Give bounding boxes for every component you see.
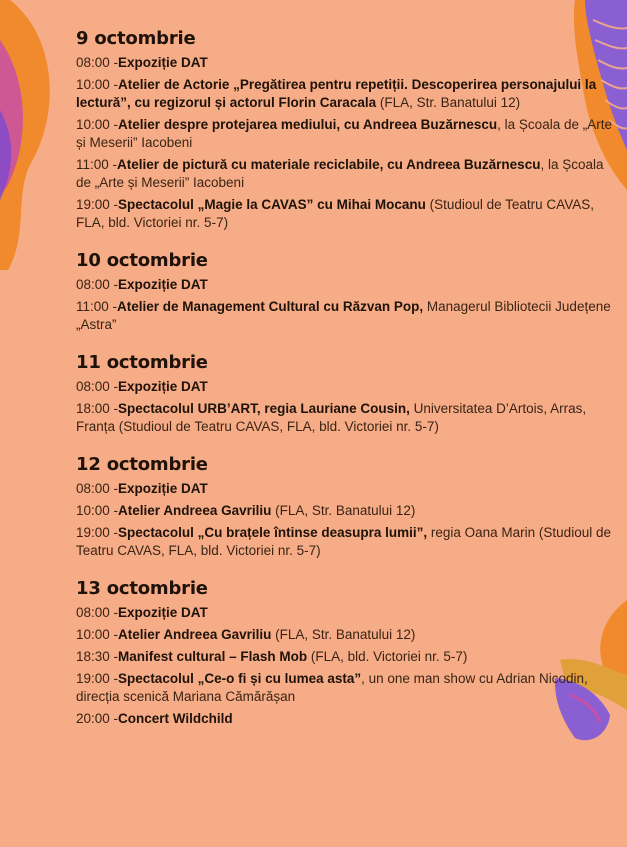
event-item: 08:00 -Expoziție DAT bbox=[76, 277, 208, 292]
event-title: Expoziție DAT bbox=[118, 605, 208, 620]
event-details: regia Oana Marin (Studioul de Teatru CAVAS, FLA, bld. Victoriei nr. 5-7) bbox=[76, 525, 611, 558]
event-title: Atelier de Actorie „Pregătirea pentru repetiții. Descoperirea personajului la lectură”, cu regizorul și actorul Florin Caracala bbox=[76, 77, 597, 110]
event-title: Atelier de pictură cu materiale reciclabile, cu Andreea Buzărnescu bbox=[117, 157, 541, 172]
day-title: 10 octombrie bbox=[76, 250, 208, 271]
event-time: 10:00 bbox=[76, 77, 110, 92]
event-details: Managerul Bibliotecii Județene „Astra” bbox=[76, 299, 611, 332]
event-item: 19:00 -Spectacolul „Cu brațele întinse deasupra lumii”, regia Oana Marin (Studioul de Teatru CAVAS, FLA, bld. Victoriei nr. 5-7) bbox=[76, 525, 611, 558]
day-title: 9 octombrie bbox=[76, 28, 196, 49]
event-details: , la Școala de „Arte și Meserii” Iacobeni bbox=[76, 157, 604, 190]
event-item: 08:00 -Expoziție DAT bbox=[76, 379, 208, 394]
event-title: Atelier despre protejarea mediului, cu Andreea Buzărnescu bbox=[118, 117, 498, 132]
day-title: 11 octombrie bbox=[76, 352, 208, 373]
event-item: 19:00 -Spectacolul „Ce-o fi și cu lumea asta”, un one man show cu Adrian Nicodin, direcția scenică Mariana Cămărășan bbox=[76, 671, 588, 704]
program-schedule bbox=[76, 28, 616, 746]
event-details: , un one man show cu Adrian Nicodin, direcția scenică Mariana Cămărășan bbox=[76, 671, 588, 704]
event-time: 08:00 bbox=[76, 55, 110, 70]
day-title: 13 octombrie bbox=[76, 578, 208, 599]
event-title: Expoziție DAT bbox=[118, 379, 208, 394]
event-details: (FLA, bld. Victoriei nr. 5-7) bbox=[307, 649, 468, 664]
event-item: 10:00 -Atelier de Actorie „Pregătirea pentru repetiții. Descoperirea personajului la lectură”, cu regizorul și actorul Florin Caracala (FLA, Str. Banatului 12) bbox=[76, 77, 597, 110]
event-title: Spectacolul „Magie la CAVAS” cu Mihai Mocanu bbox=[118, 197, 426, 212]
event-time: 19:00 bbox=[76, 671, 110, 686]
event-item: 18:00 -Spectacolul URB’ART, regia Lauriane Cousin, Universitatea D’Artois, Arras, Franța (Studioul de Teatru CAVAS, FLA, bld. Victoriei nr. 5-7) bbox=[76, 401, 587, 434]
day-section bbox=[76, 28, 616, 232]
event-title: Concert Wildchild bbox=[118, 711, 233, 726]
event-time: 10:00 bbox=[76, 117, 110, 132]
day-section bbox=[76, 454, 616, 560]
event-item: 10:00 -Atelier Andreea Gavriliu (FLA, Str. Banatului 12) bbox=[76, 627, 416, 642]
event-title: Atelier Andreea Gavriliu bbox=[118, 503, 272, 518]
event-details: (FLA, Str. Banatului 12) bbox=[271, 627, 416, 642]
day-section bbox=[76, 352, 616, 436]
event-details: (FLA, Str. Banatului 12) bbox=[376, 95, 521, 110]
event-title: Manifest cultural – Flash Mob bbox=[118, 649, 308, 664]
event-title: Expoziție DAT bbox=[118, 481, 208, 496]
event-time: 10:00 bbox=[76, 627, 110, 642]
event-title: Spectacolul URB’ART, regia Lauriane Cousin, bbox=[118, 401, 410, 416]
event-details: (Studioul de Teatru CAVAS, FLA, bld. Victoriei nr. 5-7) bbox=[76, 197, 594, 230]
event-time: 10:00 bbox=[76, 503, 110, 518]
event-time: 11:00 bbox=[76, 299, 109, 314]
event-item: 11:00 -Atelier de Management Cultural cu Răzvan Pop, Managerul Bibliotecii Județene „Astra” bbox=[76, 299, 611, 332]
event-item: 08:00 -Expoziție DAT bbox=[76, 55, 208, 70]
event-time: 08:00 bbox=[76, 605, 110, 620]
decor-top-left bbox=[0, 0, 70, 270]
event-time: 20:00 bbox=[76, 711, 110, 726]
event-title: Expoziție DAT bbox=[118, 55, 208, 70]
day-section bbox=[76, 250, 616, 334]
event-item: 10:00 -Atelier despre protejarea mediului, cu Andreea Buzărnescu, la Școala de „Arte și Meserii” Iacobeni bbox=[76, 117, 612, 150]
event-details: , la Școala de „Arte și Meserii” Iacobeni bbox=[76, 117, 612, 150]
event-item: 10:00 -Atelier Andreea Gavriliu (FLA, Str. Banatului 12) bbox=[76, 503, 416, 518]
event-title: Atelier de Management Cultural cu Răzvan Pop, bbox=[117, 299, 424, 314]
event-details: Universitatea D’Artois, Arras, Franța (Studioul de Teatru CAVAS, FLA, bld. Victoriei nr. 5-7) bbox=[76, 401, 587, 434]
event-time: 08:00 bbox=[76, 277, 110, 292]
event-item: 18:30 -Manifest cultural – Flash Mob (FLA, bld. Victoriei nr. 5-7) bbox=[76, 649, 468, 664]
event-details: (FLA, Str. Banatului 12) bbox=[271, 503, 416, 518]
event-item: 08:00 -Expoziție DAT bbox=[76, 605, 208, 620]
event-time: 18:00 bbox=[76, 401, 110, 416]
event-title: Spectacolul „Ce-o fi și cu lumea asta” bbox=[118, 671, 362, 686]
event-title: Spectacolul „Cu brațele întinse deasupra lumii”, bbox=[118, 525, 428, 540]
event-time: 18:30 bbox=[76, 649, 110, 664]
day-section bbox=[76, 578, 616, 728]
event-item: 11:00 -Atelier de pictură cu materiale reciclabile, cu Andreea Buzărnescu, la Școala de „Arte și Meserii” Iacobeni bbox=[76, 157, 604, 190]
day-title: 12 octombrie bbox=[76, 454, 208, 475]
event-time: 08:00 bbox=[76, 481, 110, 496]
event-title: Atelier Andreea Gavriliu bbox=[118, 627, 272, 642]
event-time: 11:00 bbox=[76, 157, 109, 172]
event-time: 19:00 bbox=[76, 525, 110, 540]
event-time: 19:00 bbox=[76, 197, 110, 212]
event-title: Expoziție DAT bbox=[118, 277, 208, 292]
event-item: 20:00 -Concert Wildchild bbox=[76, 711, 233, 726]
event-item: 08:00 -Expoziție DAT bbox=[76, 481, 208, 496]
event-item: 19:00 -Spectacolul „Magie la CAVAS” cu Mihai Mocanu (Studioul de Teatru CAVAS, FLA, bld. Victoriei nr. 5-7) bbox=[76, 197, 594, 230]
event-time: 08:00 bbox=[76, 379, 110, 394]
